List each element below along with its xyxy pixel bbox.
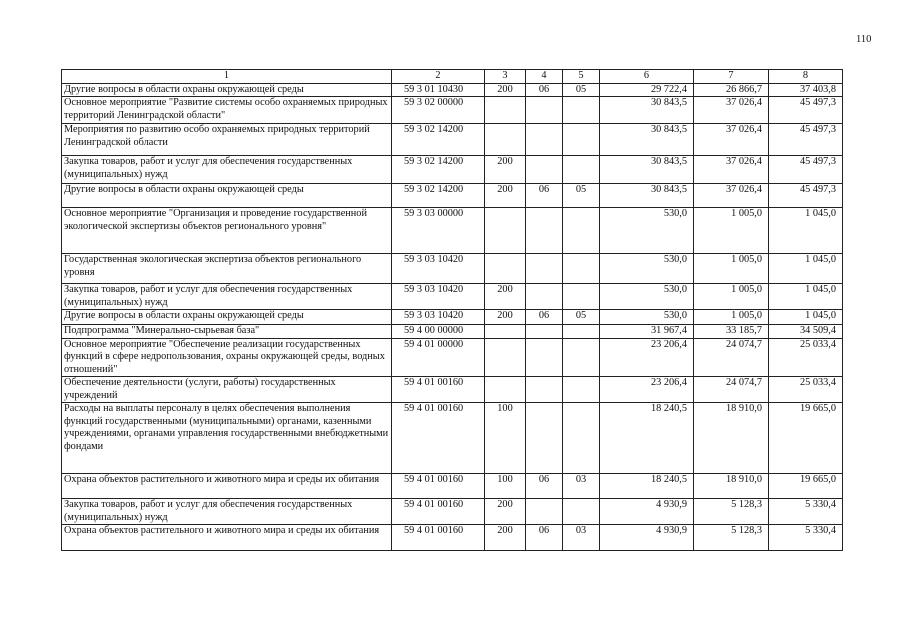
row-subsection-cell — [563, 325, 600, 339]
row-expense-type-cell — [485, 325, 526, 339]
row-name-cell: Закупка товаров, работ и услуг для обеспечения государственных (муниципальных) нужд — [62, 499, 392, 525]
row-code-cell: 59 4 01 00160 — [392, 474, 485, 499]
row-amount-col7-cell: 1 005,0 — [694, 284, 769, 310]
table-row — [62, 325, 843, 339]
row-expense-type-cell — [485, 338, 526, 377]
row-amount-col7-cell: 18 910,0 — [694, 474, 769, 499]
row-amount-col8-cell: 19 665,0 — [769, 403, 843, 474]
row-name-cell: Основное мероприятие "Развитие системы особо охраняемых природных территорий Ленинградской области" — [62, 97, 392, 124]
table-row — [62, 499, 843, 525]
row-subsection-cell: 03 — [563, 474, 600, 499]
row-amount-col7-cell: 1 005,0 — [694, 208, 769, 254]
page-number: 110 — [856, 34, 872, 45]
row-section-cell: 06 — [526, 83, 563, 97]
row-name-cell: Основное мероприятие "Организация и проведение государственной экологической экспертизы объектов регионального уровня" — [62, 208, 392, 254]
row-expense-type-cell: 100 — [485, 474, 526, 499]
row-expense-type-cell — [485, 124, 526, 156]
row-name-cell: Охрана объектов растительного и животного мира и среды их обитания — [62, 474, 392, 499]
row-amount-col6-cell: 18 240,5 — [600, 403, 694, 474]
row-expense-type-cell: 200 — [485, 310, 526, 325]
row-subsection-cell — [563, 499, 600, 525]
row-amount-col6-cell: 30 843,5 — [600, 156, 694, 184]
row-amount-col7-cell: 26 866,7 — [694, 83, 769, 97]
row-amount-col6-cell: 4 930,9 — [600, 499, 694, 525]
row-amount-col8-cell: 45 497,3 — [769, 97, 843, 124]
header-cell: 5 — [563, 70, 600, 84]
row-amount-col8-cell: 45 497,3 — [769, 184, 843, 208]
table-row — [62, 338, 843, 377]
row-section-cell — [526, 208, 563, 254]
row-amount-col6-cell: 23 206,4 — [600, 338, 694, 377]
row-amount-col6-cell: 530,0 — [600, 310, 694, 325]
row-amount-col7-cell: 37 026,4 — [694, 184, 769, 208]
row-amount-col6-cell: 29 722,4 — [600, 83, 694, 97]
row-code-cell: 59 4 00 00000 — [392, 325, 485, 339]
table-row — [62, 403, 843, 474]
header-cell: 3 — [485, 70, 526, 84]
row-amount-col8-cell: 37 403,8 — [769, 83, 843, 97]
row-amount-col7-cell: 37 026,4 — [694, 124, 769, 156]
row-amount-col7-cell: 1 005,0 — [694, 254, 769, 284]
table-row — [62, 208, 843, 254]
row-section-cell — [526, 254, 563, 284]
row-amount-col6-cell: 31 967,4 — [600, 325, 694, 339]
table-row — [62, 97, 843, 124]
row-subsection-cell: 05 — [563, 83, 600, 97]
row-amount-col6-cell: 30 843,5 — [600, 124, 694, 156]
row-amount-col7-cell: 33 185,7 — [694, 325, 769, 339]
row-amount-col7-cell: 37 026,4 — [694, 97, 769, 124]
header-cell: 8 — [769, 70, 843, 84]
row-amount-col8-cell: 1 045,0 — [769, 284, 843, 310]
row-expense-type-cell — [485, 254, 526, 284]
row-subsection-cell — [563, 124, 600, 156]
row-amount-col8-cell: 45 497,3 — [769, 124, 843, 156]
table-row — [62, 254, 843, 284]
row-amount-col6-cell: 4 930,9 — [600, 525, 694, 551]
row-name-cell: Другие вопросы в области охраны окружающей среды — [62, 83, 392, 97]
row-section-cell — [526, 338, 563, 377]
row-section-cell — [526, 377, 563, 403]
row-amount-col8-cell: 1 045,0 — [769, 310, 843, 325]
row-subsection-cell: 03 — [563, 525, 600, 551]
row-name-cell: Подпрограмма "Минерально-сырьевая база" — [62, 325, 392, 339]
row-subsection-cell — [563, 254, 600, 284]
row-section-cell: 06 — [526, 474, 563, 499]
row-section-cell — [526, 284, 563, 310]
row-section-cell: 06 — [526, 525, 563, 551]
row-section-cell — [526, 156, 563, 184]
row-code-cell: 59 3 02 14200 — [392, 124, 485, 156]
budget-table — [61, 69, 843, 551]
row-name-cell: Закупка товаров, работ и услуг для обеспечения государственных (муниципальных) нужд — [62, 156, 392, 184]
row-code-cell: 59 4 01 00000 — [392, 338, 485, 377]
row-section-cell — [526, 325, 563, 339]
row-subsection-cell: 05 — [563, 310, 600, 325]
row-subsection-cell — [563, 403, 600, 474]
row-expense-type-cell: 200 — [485, 499, 526, 525]
row-code-cell: 59 3 03 10420 — [392, 310, 485, 325]
row-amount-col6-cell: 23 206,4 — [600, 377, 694, 403]
row-expense-type-cell — [485, 377, 526, 403]
row-amount-col8-cell: 5 330,4 — [769, 525, 843, 551]
table-row — [62, 474, 843, 499]
row-code-cell: 59 4 01 00160 — [392, 499, 485, 525]
row-amount-col6-cell: 18 240,5 — [600, 474, 694, 499]
row-subsection-cell — [563, 284, 600, 310]
row-expense-type-cell: 200 — [485, 284, 526, 310]
row-name-cell: Закупка товаров, работ и услуг для обеспечения государственных (муниципальных) нужд — [62, 284, 392, 310]
row-code-cell: 59 3 02 00000 — [392, 97, 485, 124]
row-section-cell: 06 — [526, 310, 563, 325]
row-name-cell: Охрана объектов растительного и животного мира и среды их обитания — [62, 525, 392, 551]
row-name-cell: Обеспечение деятельности (услуги, работы) государственных учреждений — [62, 377, 392, 403]
row-name-cell: Расходы на выплаты персоналу в целях обеспечения выполнения функций государственными (муниципальными) органами, казенными учреждениями, органами управления государственными внебюджетными фондами — [62, 403, 392, 474]
row-name-cell: Другие вопросы в области охраны окружающей среды — [62, 310, 392, 325]
row-amount-col8-cell: 34 509,4 — [769, 325, 843, 339]
row-amount-col8-cell: 25 033,4 — [769, 377, 843, 403]
row-subsection-cell — [563, 208, 600, 254]
row-code-cell: 59 4 01 00160 — [392, 377, 485, 403]
row-section-cell — [526, 97, 563, 124]
row-expense-type-cell: 100 — [485, 403, 526, 474]
row-amount-col7-cell: 1 005,0 — [694, 310, 769, 325]
row-amount-col7-cell: 18 910,0 — [694, 403, 769, 474]
row-amount-col8-cell: 1 045,0 — [769, 208, 843, 254]
table-row — [62, 83, 843, 97]
row-name-cell: Государственная экологическая экспертиза объектов регионального уровня — [62, 254, 392, 284]
row-section-cell — [526, 499, 563, 525]
row-expense-type-cell: 200 — [485, 184, 526, 208]
row-amount-col6-cell: 530,0 — [600, 284, 694, 310]
header-cell: 6 — [600, 70, 694, 84]
row-amount-col6-cell: 530,0 — [600, 254, 694, 284]
row-code-cell: 59 4 01 00160 — [392, 403, 485, 474]
row-expense-type-cell — [485, 208, 526, 254]
row-expense-type-cell: 200 — [485, 525, 526, 551]
row-amount-col7-cell: 5 128,3 — [694, 525, 769, 551]
row-code-cell: 59 3 02 14200 — [392, 184, 485, 208]
row-amount-col7-cell: 24 074,7 — [694, 338, 769, 377]
row-subsection-cell — [563, 97, 600, 124]
row-section-cell: 06 — [526, 184, 563, 208]
row-code-cell: 59 3 03 10420 — [392, 254, 485, 284]
row-amount-col6-cell: 30 843,5 — [600, 184, 694, 208]
row-subsection-cell: 05 — [563, 184, 600, 208]
row-amount-col8-cell: 25 033,4 — [769, 338, 843, 377]
row-amount-col8-cell: 1 045,0 — [769, 254, 843, 284]
table-row — [62, 156, 843, 184]
table-row — [62, 525, 843, 551]
table-row — [62, 184, 843, 208]
row-amount-col6-cell: 30 843,5 — [600, 97, 694, 124]
table-row — [62, 124, 843, 156]
row-section-cell — [526, 124, 563, 156]
header-row — [62, 70, 843, 84]
table-row — [62, 284, 843, 310]
row-amount-col8-cell: 5 330,4 — [769, 499, 843, 525]
row-amount-col8-cell: 19 665,0 — [769, 474, 843, 499]
row-subsection-cell — [563, 156, 600, 184]
header-cell: 7 — [694, 70, 769, 84]
row-amount-col6-cell: 530,0 — [600, 208, 694, 254]
row-code-cell: 59 3 01 10430 — [392, 83, 485, 97]
row-expense-type-cell: 200 — [485, 83, 526, 97]
row-code-cell: 59 3 02 14200 — [392, 156, 485, 184]
row-amount-col8-cell: 45 497,3 — [769, 156, 843, 184]
row-expense-type-cell: 200 — [485, 156, 526, 184]
row-amount-col7-cell: 24 074,7 — [694, 377, 769, 403]
header-cell: 4 — [526, 70, 563, 84]
table-row — [62, 310, 843, 325]
header-cell: 1 — [62, 70, 392, 84]
table-row — [62, 377, 843, 403]
row-section-cell — [526, 403, 563, 474]
header-cell: 2 — [392, 70, 485, 84]
row-code-cell: 59 3 03 10420 — [392, 284, 485, 310]
row-expense-type-cell — [485, 97, 526, 124]
row-amount-col7-cell: 5 128,3 — [694, 499, 769, 525]
row-code-cell: 59 3 03 00000 — [392, 208, 485, 254]
row-code-cell: 59 4 01 00160 — [392, 525, 485, 551]
row-name-cell: Основное мероприятие "Обеспечение реализации государственных функций в сфере недропользования, охраны окружающей среды, водных отношений" — [62, 338, 392, 377]
row-name-cell: Мероприятия по развитию особо охраняемых природных территорий Ленинградской области — [62, 124, 392, 156]
row-name-cell: Другие вопросы в области охраны окружающей среды — [62, 184, 392, 208]
row-subsection-cell — [563, 377, 600, 403]
row-amount-col7-cell: 37 026,4 — [694, 156, 769, 184]
row-subsection-cell — [563, 338, 600, 377]
